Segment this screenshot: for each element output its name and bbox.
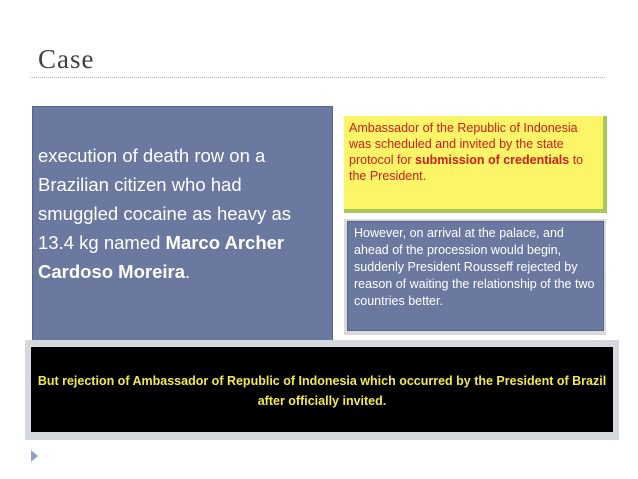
case-summary-end: .	[185, 261, 191, 282]
conclusion-box	[31, 347, 613, 432]
rejection-detail-box	[347, 221, 604, 331]
ambassador-schedule-end: to the President.	[349, 153, 584, 183]
slide-title: Case	[38, 44, 95, 74]
defendant-name: Marco Archer Cardoso Moreira	[38, 232, 285, 282]
ambassador-schedule-box	[344, 116, 607, 213]
credentials-highlight: submission of credentials	[415, 153, 570, 167]
case-summary-text: execution of death row on a Brazilian citizen who had smuggled cocaine as heavy as 13.4 kg named	[38, 145, 291, 253]
conclusion-text: But rejection of Ambassador of Republic of Indonesia which occurred by the President of Brazil after officially invited.	[37, 374, 607, 408]
case-summary-box	[32, 106, 333, 341]
rejection-detail-text: However, on arrival at the palace, and ahead of the procession would begin, suddenly President Rousseff rejected by reason of waiting the relationship of the two countries better.	[354, 226, 595, 308]
triangle-bullet-icon	[31, 450, 38, 462]
title-divider	[30, 77, 605, 78]
ambassador-schedule-text: Ambassador of the Republic of Indonesia was scheduled and invited by the state protocol for	[349, 121, 578, 167]
